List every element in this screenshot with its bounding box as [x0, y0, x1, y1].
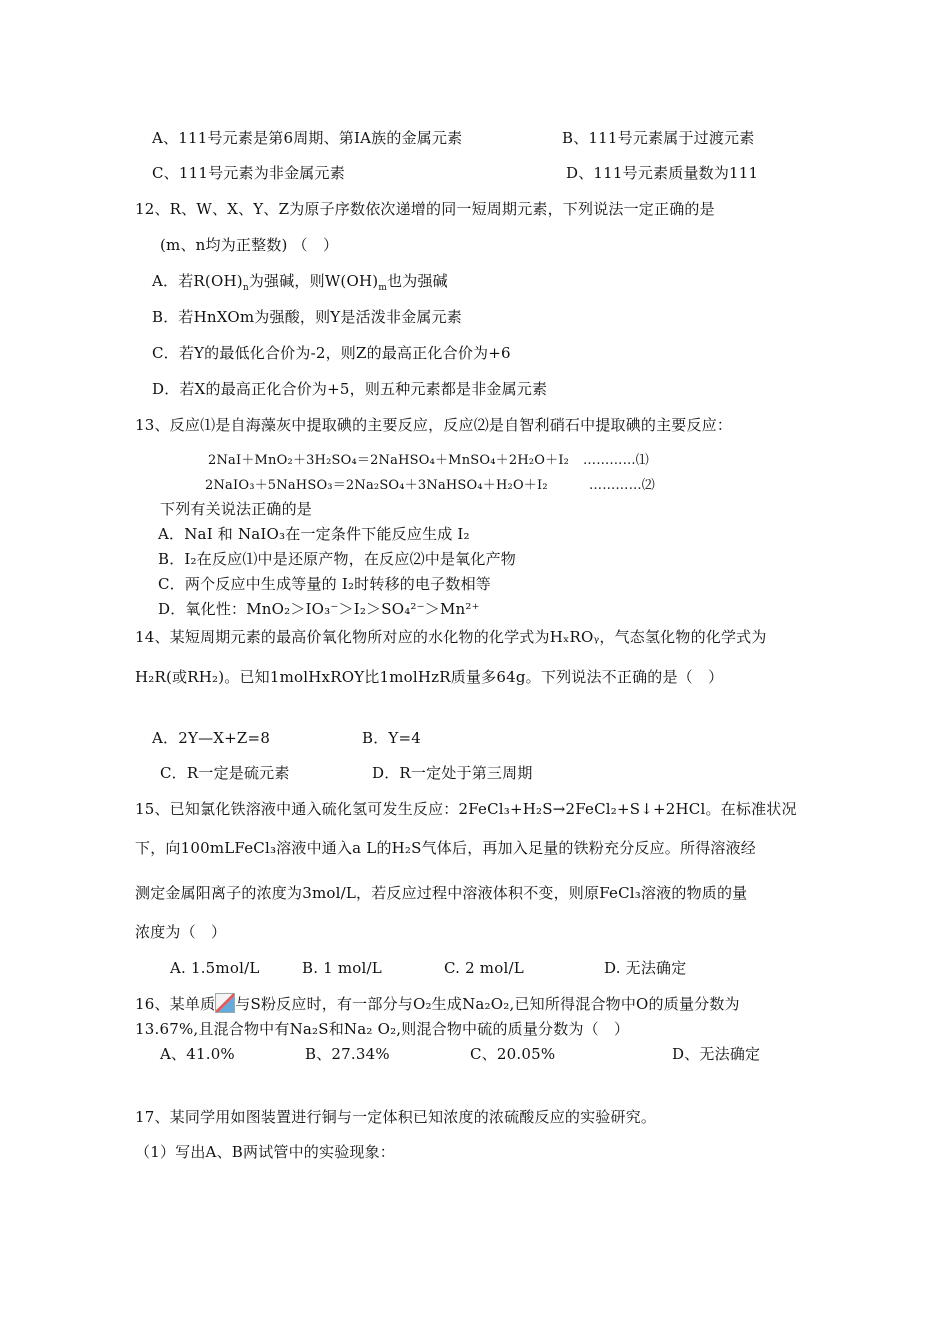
q16-option-d: D、无法确定	[672, 1045, 761, 1063]
q13-prompt: 下列有关说法正确的是	[160, 500, 313, 518]
q11-option-c: C、111号元素为非金属元素	[152, 164, 345, 182]
q12-option-b: B．若HnXOm为强酸，则Y是活泼非金属元素	[152, 308, 463, 326]
q14-option-a: A．2Y—X+Z=8	[152, 729, 271, 747]
q12-option-a: A．若$R(OH)_n$为强碱，则$W(OH)_m$也为强碱	[152, 272, 448, 293]
q12-option-d: D．若X的最高正化合价为+5，则五种元素都是非金属元素	[152, 380, 548, 398]
q14-stem-line-1: 14、某短周期元素的最高价氧化物所对应的水化物的化学式为HₓROᵧ，气态氢化物的化学式为	[135, 628, 767, 646]
q16-stem-line-1: 16、某单质 与S粉反应时，有一部分与O₂生成Na₂O₂,已知所得混合物中O的质量分数为	[135, 995, 740, 1013]
q16-option-a: A、41.0%	[160, 1045, 235, 1063]
q15-option-c: C. 2 mol/L	[444, 959, 524, 977]
q11-option-a: A、111号元素是第6周期、第ⅠA族的金属元素	[152, 129, 463, 147]
q11-option-d: D、111号元素质量数为111	[566, 164, 759, 182]
q17-stem: 17、某同学用如图装置进行铜与一定体积已知浓度的浓硫酸反应的实验研究。	[135, 1108, 657, 1126]
q13-option-d: D．氧化性：MnO₂＞IO₃⁻＞I₂＞SO₄²⁻＞Mn²⁺	[158, 600, 480, 618]
q15-option-a: A. 1.5mol/L	[170, 959, 260, 977]
q12-option-c: C．若Y的最低化合价为-2，则Z的最高正化合价为+6	[152, 344, 511, 362]
q14-stem-line-2: H₂R(或RH₂)。已知1molHxROY比1molHzR质量多64g。下列说法不正确的是（ ）	[135, 668, 724, 686]
q13-equation-2: 2NaIO₃＋5NaHSO₃＝2Na₂SO₄＋3NaHSO₄＋H₂O＋I₂	[205, 478, 548, 493]
q16-option-c: C、20.05%	[470, 1045, 556, 1063]
q15-stem-line-4: 浓度为（ ）	[135, 923, 227, 941]
q15-stem-line-2: 下，向100mLFeCl₃溶液中通入a L的H₂S气体后，再加入足量的铁粉充分反应。所得溶液经	[135, 839, 757, 857]
q11-option-b: B、111号元素属于过渡元素	[562, 129, 755, 147]
q13-stem: 13、反应⑴是自海藻灰中提取碘的主要反应，反应⑵是自智利硝石中提取碘的主要反应：	[135, 416, 733, 434]
q14-option-d: D．R一定处于第三周期	[372, 764, 533, 782]
q17-subquestion-1: （1）写出A、B两试管中的实验现象：	[135, 1143, 396, 1161]
q15-option-d: D. 无法确定	[604, 959, 687, 977]
q13-equation-1-tag: …………⑴	[583, 453, 649, 468]
q13-option-a: A．NaI 和 NaIO₃在一定条件下能反应生成 I₂	[158, 525, 470, 543]
q13-option-b: B．I₂在反应⑴中是还原产物，在反应⑵中是氧化产物	[158, 550, 516, 568]
q15-stem-line-3: 测定金属阳离子的浓度为3mol/L，若反应过程中溶液体积不变，则原FeCl₃溶液的物质的量	[135, 884, 748, 902]
q13-equation-1: 2NaI＋MnO₂＋3H₂SO₄＝2NaHSO₄＋MnSO₄＋2H₂O＋I₂	[208, 453, 570, 468]
q16-stem-line-2: 13.67%,且混合物中有Na₂S和Na₂ O₂,则混合物中硫的质量分数为（ ）	[135, 1020, 630, 1038]
broken-image-icon	[215, 993, 235, 1013]
q14-option-b: B．Y=4	[362, 729, 422, 747]
q13-equation-2-tag: …………⑵	[589, 478, 655, 493]
q16-option-b: B、27.34%	[305, 1045, 390, 1063]
q14-option-c: C．R一定是硫元素	[160, 764, 290, 782]
q15-stem-line-1: 15、已知氯化铁溶液中通入硫化氢可发生反应：2FeCl₃+H₂S→2FeCl₂+S↓+2HCl。在标准状况	[135, 800, 797, 818]
q12-stem: 12、R、W、X、Y、Z为原子序数依次递增的同一短周期元素，下列说法一定正确的是	[135, 200, 715, 218]
q15-option-b: B. 1 mol/L	[302, 959, 382, 977]
q12-condition: (m、n均为正整数) （ ）	[160, 236, 339, 254]
q13-option-c: C．两个反应中生成等量的 I₂时转移的电子数相等	[158, 575, 491, 593]
